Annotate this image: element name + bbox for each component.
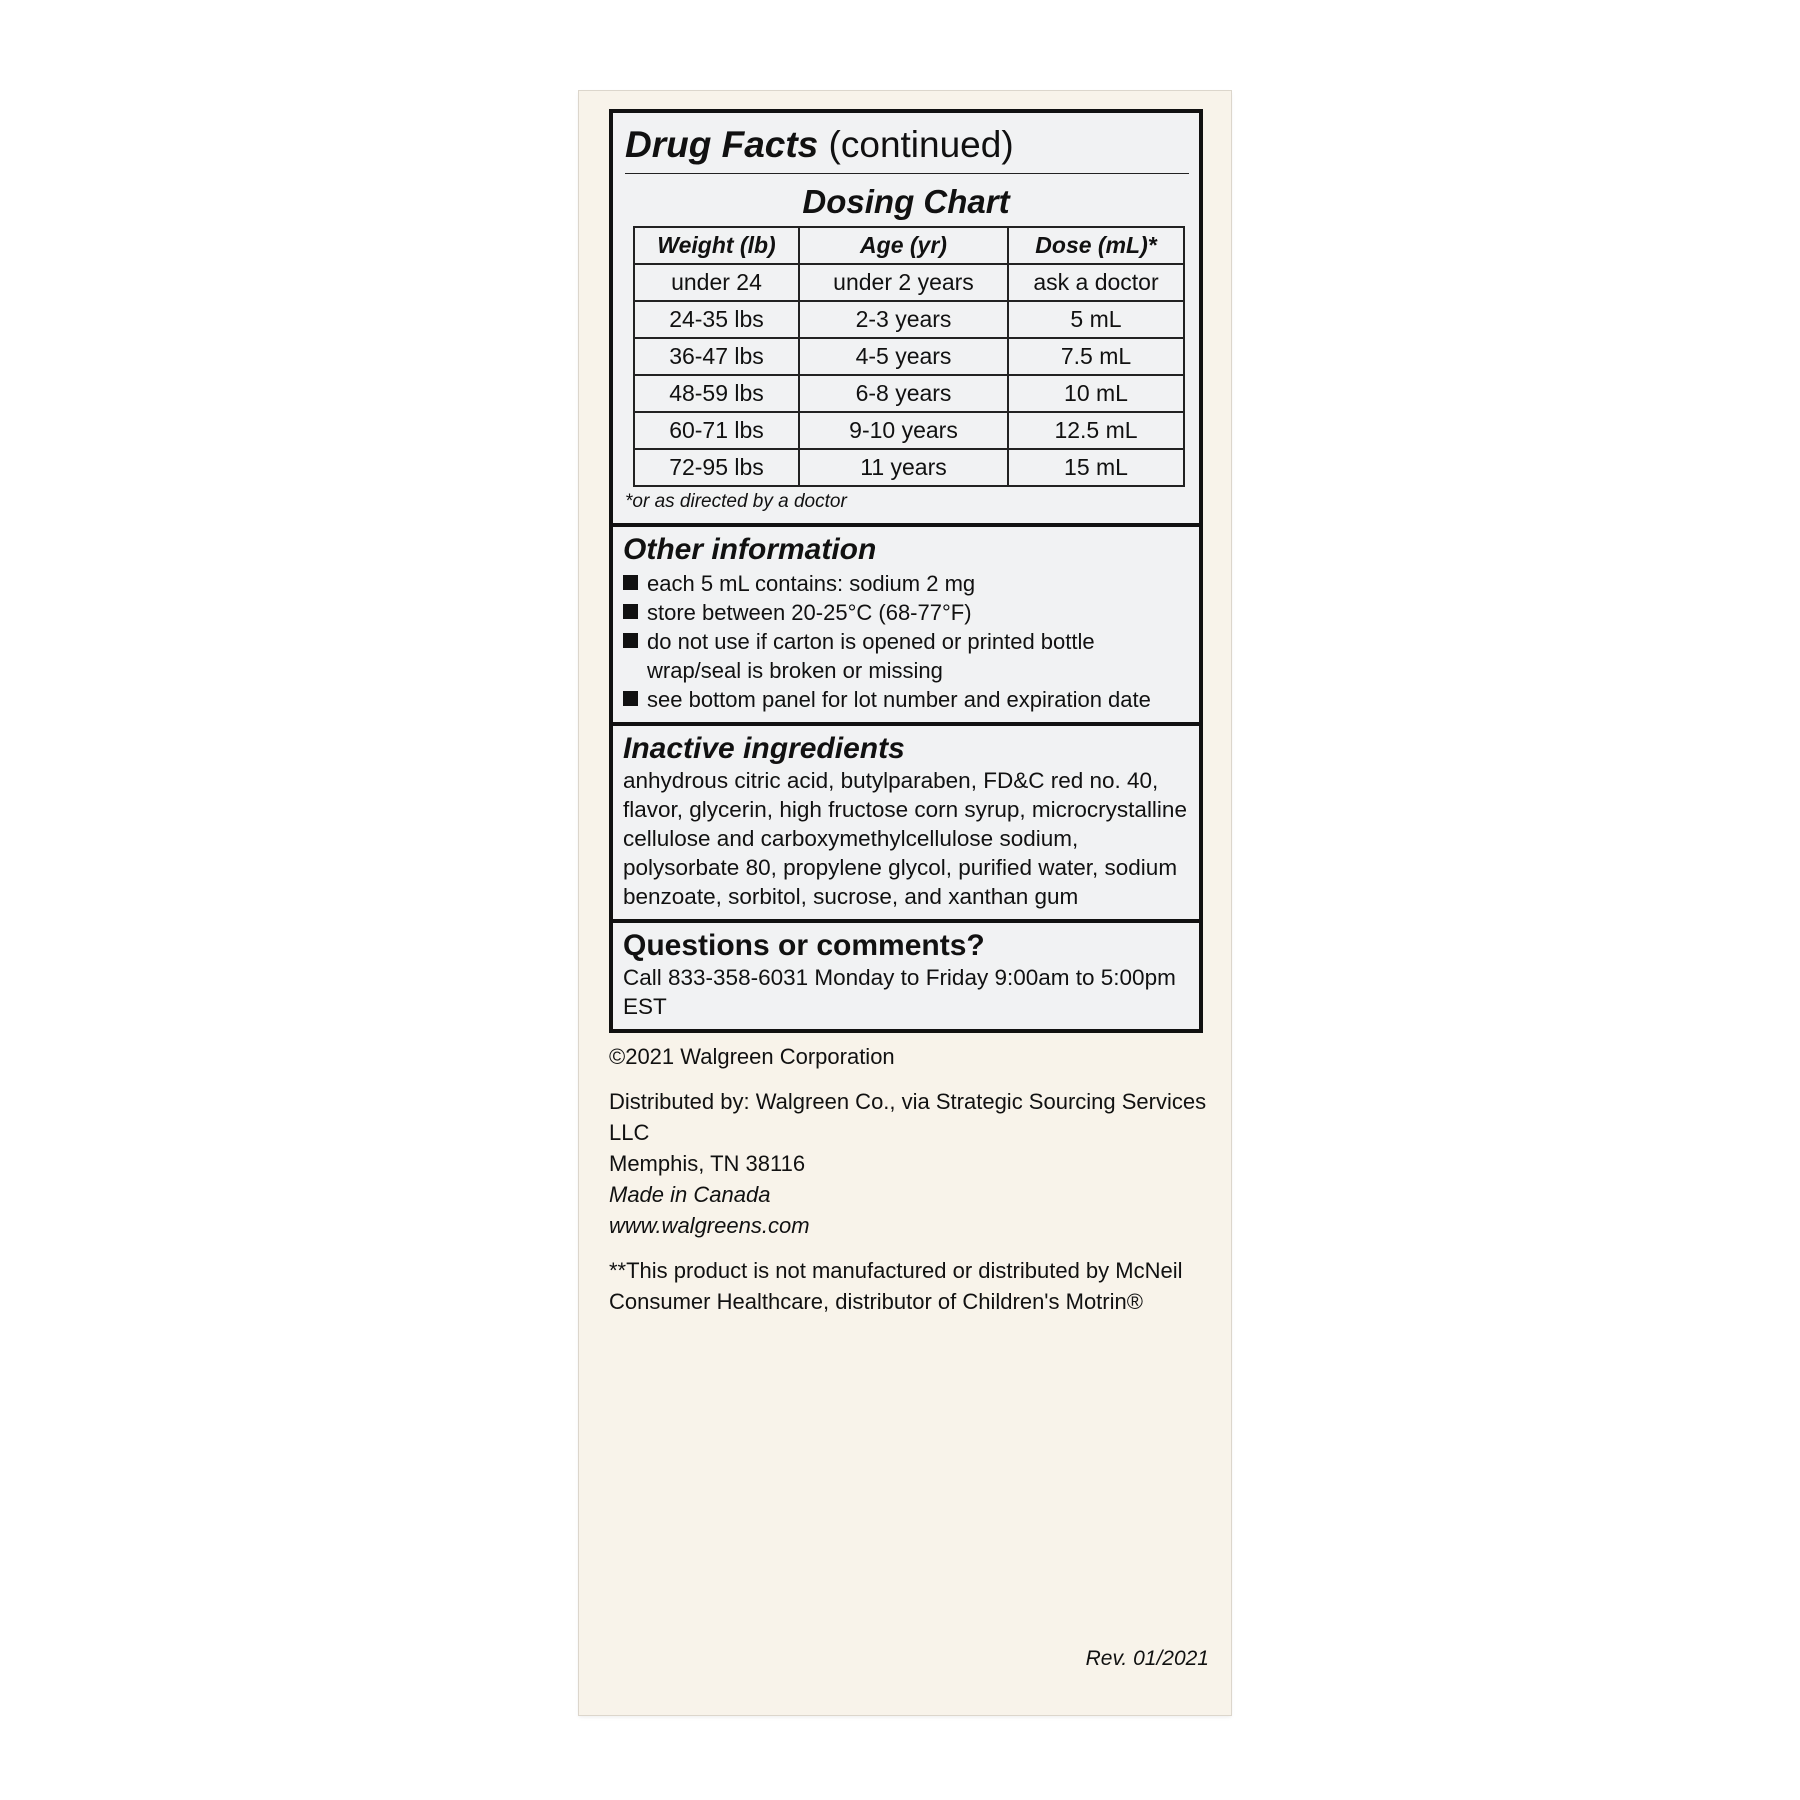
distributor-info — [609, 1041, 1209, 1317]
list-item — [623, 627, 1189, 685]
questions-section — [613, 919, 1199, 1029]
dosing-table — [633, 226, 1185, 487]
table-row — [634, 412, 1184, 449]
age-cell: 6-8 years — [799, 375, 1008, 412]
dose-cell: 10 mL — [1008, 375, 1184, 412]
age-cell: 4-5 years — [799, 338, 1008, 375]
inactive-ingredients-heading: Inactive ingredients — [623, 732, 905, 765]
weight-cell: under 24 — [634, 264, 799, 301]
dosing-table-header-row — [634, 227, 1184, 264]
inactive-ingredients-section — [613, 722, 1199, 919]
drug-facts-box — [609, 109, 1203, 1033]
dose-cell: 7.5 mL — [1008, 338, 1184, 375]
revision-date: Rev. 01/2021 — [1085, 1647, 1209, 1670]
age-cell: under 2 years — [799, 264, 1008, 301]
table-row — [634, 264, 1184, 301]
dose-cell: ask a doctor — [1008, 264, 1184, 301]
package-panel — [579, 91, 1231, 1715]
list-item — [623, 685, 1189, 714]
copyright-text: ©2021 Walgreen Corporation — [609, 1044, 895, 1069]
bullet-square-icon — [623, 633, 638, 648]
drug-facts-title-continued: (continued) — [828, 124, 1014, 165]
list-item — [623, 569, 1189, 598]
dose-cell: 15 mL — [1008, 449, 1184, 486]
column-header-weight: Weight (lb) — [634, 227, 799, 264]
bullet-square-icon — [623, 691, 638, 706]
dose-cell: 12.5 mL — [1008, 412, 1184, 449]
weight-cell: 60-71 lbs — [634, 412, 799, 449]
other-information-section — [613, 523, 1199, 722]
inactive-ingredients-text: anhydrous citric acid, butylparaben, FD&C red no. 40, flavor, glycerin, high fructose corn syrup, microcrystalline cellulose and carboxymethylcellulose sodium, polysorbate 80, propylene glycol, purified water, sodium benzoate, sorbitol, sucrose, and xanthan gum — [623, 768, 1187, 909]
questions-heading: Questions or comments? — [623, 929, 985, 962]
dosing-section — [613, 113, 1199, 523]
dosing-chart-title: Dosing Chart — [802, 183, 1010, 220]
distributed-by-text: Distributed by: Walgreen Co., via Strategic Sourcing Services LLC — [609, 1089, 1207, 1145]
bullet-square-icon — [623, 575, 638, 590]
weight-cell: 72-95 lbs — [634, 449, 799, 486]
website-text: www.walgreens.com — [609, 1213, 810, 1238]
table-row — [634, 375, 1184, 412]
distributor-address: Memphis, TN 38116 — [609, 1151, 806, 1176]
disclaimer-line-1: **This product is not manufactured or distributed by McNeil — [609, 1258, 1183, 1283]
list-item-text: do not use if carton is opened or printed bottle wrap/seal is broken or missing — [647, 629, 1095, 683]
column-header-dose: Dose (mL)* — [1008, 227, 1184, 264]
other-information-heading: Other information — [623, 533, 877, 566]
list-item-text: each 5 mL contains: sodium 2 mg — [647, 571, 976, 596]
weight-cell: 24-35 lbs — [634, 301, 799, 338]
table-row — [634, 301, 1184, 338]
age-cell: 2-3 years — [799, 301, 1008, 338]
drug-facts-title — [625, 125, 1189, 174]
bullet-square-icon — [623, 604, 638, 619]
questions-text: Call 833-358-6031 Monday to Friday 9:00am to 5:00pm EST — [623, 965, 1176, 1019]
dosing-footnote: *or as directed by a doctor — [625, 491, 847, 512]
drug-facts-title-bold: Drug Facts — [625, 124, 819, 165]
weight-cell: 36-47 lbs — [634, 338, 799, 375]
other-information-list — [623, 569, 1189, 714]
age-cell: 9-10 years — [799, 412, 1008, 449]
weight-cell: 48-59 lbs — [634, 375, 799, 412]
list-item — [623, 598, 1189, 627]
list-item-text: store between 20-25°C (68-77°F) — [647, 600, 972, 625]
column-header-age: Age (yr) — [799, 227, 1008, 264]
age-cell: 11 years — [799, 449, 1008, 486]
table-row — [634, 338, 1184, 375]
made-in-text: Made in Canada — [609, 1182, 771, 1207]
disclaimer-line-2: Consumer Healthcare, distributor of Children's Motrin® — [609, 1289, 1143, 1314]
list-item-text: see bottom panel for lot number and expiration date — [647, 687, 1151, 712]
dose-cell: 5 mL — [1008, 301, 1184, 338]
table-row — [634, 449, 1184, 486]
